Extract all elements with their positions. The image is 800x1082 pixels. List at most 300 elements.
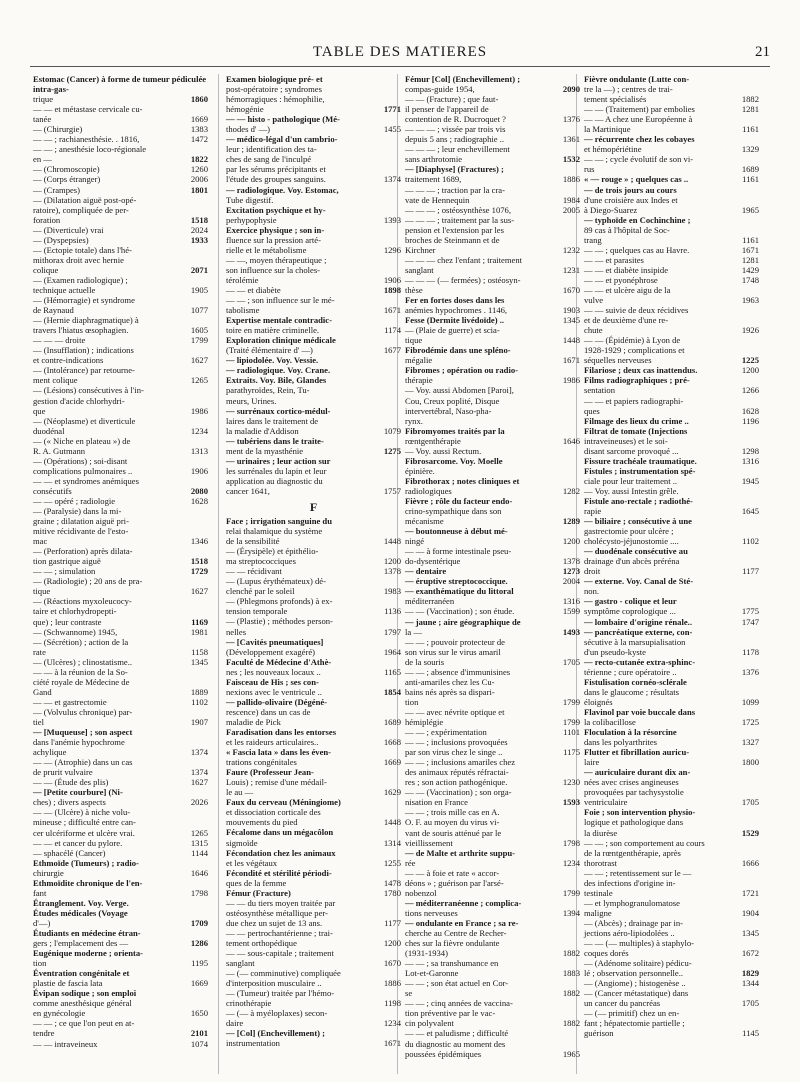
index-entry [33,968,208,978]
index-entry [226,747,401,757]
index-entry [33,235,208,245]
page-reference: 1705 [741,998,759,1009]
index-entry [33,838,208,848]
page-reference: 1455 [383,124,401,135]
page-reference: 1289 [562,516,580,527]
index-entry [33,687,208,697]
entry-text: — (Lésions) consécutives à l'in- [33,385,144,396]
entry-text: — — ; trois mille cas en A. [405,807,500,818]
index-entry [226,807,401,817]
index-entry [584,677,759,687]
entry-text: Étranglement. Voy. Verge. [33,897,129,908]
entry-text: nées avec crises angineuses [584,777,679,788]
index-entry [405,345,580,355]
index-entry [33,295,208,305]
index-entry [584,617,759,627]
page-reference: 1689 [741,164,759,175]
entry-text: Faisceau de His ; ses con- [226,676,319,687]
entry-text: de la rœntgenthérapie, après [584,847,681,858]
entry-text: Tube digestif. [226,194,274,205]
page-reference: 1799 [190,335,208,346]
entry-text: séquelles nerveuses [584,355,652,366]
index-entry [584,908,759,918]
page-reference: 1101 [563,727,580,738]
index-column-4 [584,74,759,1039]
page-title: TABLE DES MATIERES [312,44,488,60]
entry-text: ques de la femme [226,877,287,888]
page-reference: 1286 [190,938,208,949]
index-entry [226,406,401,416]
index-entry [226,1018,401,1028]
entry-text: do-dysentérique [405,556,461,567]
index-entry [405,1028,580,1038]
entry-text: et hémopériétine [584,144,642,155]
index-entry [405,74,580,84]
page-reference: 1234 [190,425,208,436]
index-entry [405,898,580,908]
index-entry [226,416,401,426]
index-entry [405,978,580,988]
entry-text: leur ; identification des ta- [226,144,317,155]
page-reference: 1225 [741,355,759,366]
page-reference: 1671 [383,1038,401,1049]
page-reference: 1670 [383,958,401,969]
page-header [30,44,770,68]
entry-text: — pallido-olivaire (Dégéné- [226,696,328,707]
entry-text: rus [584,164,595,175]
entry-text: ningé [405,536,425,547]
entry-text: comme anesthésique général [33,998,132,1009]
index-entry [405,526,580,536]
index-entry [226,275,401,285]
entry-text: sanglant [226,958,255,969]
entry-text: — Voy. aussi Intestin grêle. [584,485,679,496]
index-entry [405,154,580,164]
index-entry [584,888,759,898]
index-entry [226,576,401,586]
index-entry [33,1028,208,1038]
index-entry [405,828,580,838]
entry-text: cer ulcériforme et ulcère vrai. [33,827,135,838]
entry-text: — — ; son comportement au cours [584,837,705,848]
index-entry [584,576,759,586]
index-entry [33,355,208,365]
entry-text: — Voy. aussi Rectum. [405,445,482,456]
entry-text: — — ; quelques cas au Havre. [584,244,690,255]
entry-text: — — ; son influence sur le mé- [226,295,335,306]
entry-text: bains nés après sa dispari- [405,686,495,697]
index-entry [33,406,208,416]
index-entry [405,566,580,576]
index-entry [405,596,580,606]
page-reference: 1705 [741,797,759,808]
entry-text: — biliaire ; consécutive à une [584,516,692,527]
page-reference: 1079 [383,425,401,436]
entry-text: en gynécologie [33,1008,86,1019]
page-reference: 1161 [742,124,759,135]
entry-text: ment colique [33,375,78,386]
entry-text: et les raideurs articulaires.. [226,737,319,748]
index-entry [33,74,208,94]
index-entry [33,114,208,124]
index-entry [584,637,759,647]
index-entry [405,576,580,586]
index-entry [584,285,759,295]
index-entry [584,265,759,275]
entry-text: — externe. Voy. Canal de Sté- [584,576,694,587]
index-entry [584,154,759,164]
index-entry [33,667,208,677]
index-entry [33,697,208,707]
index-entry [226,74,401,84]
index-entry [405,988,580,998]
page-reference: 1275 [383,445,401,456]
page-reference: 1886 [383,978,401,989]
index-entry [33,305,208,315]
entry-text: Fistules ; instrumentation spé- [584,465,696,476]
index-entry [584,426,759,436]
index-entry [226,195,401,205]
entry-text: — (Radiologie) ; 20 ans de pra- [33,576,143,587]
index-entry [405,767,580,777]
entry-text: « Fascia lata » dans les éven- [226,747,332,758]
index-entry [405,667,580,677]
index-entry [226,737,401,747]
index-entry [33,285,208,295]
index-entry [226,657,401,667]
entry-text: hémiplégie [405,717,444,727]
index-entry [33,817,208,827]
index-entry [405,687,580,697]
page-reference: 1200 [741,365,759,376]
index-entry [405,305,580,315]
index-column-1 [33,74,208,1049]
entry-text: — (Ulcères) ; clinostatisme.. [33,656,133,667]
entry-text: ches) ; divers aspects [33,797,106,808]
entry-text: en — [33,154,52,165]
entry-text: térienne ; cure opératoire .. [584,666,677,677]
index-entry [33,446,208,456]
page-reference: 1646 [562,435,580,446]
entry-text: ratoire), compliquée de per- [33,204,129,215]
entry-text: les surrénales du lapin et leur [226,465,327,476]
entry-text: la colibacillose [584,717,636,727]
index-entry [33,918,208,928]
index-entry [405,285,580,295]
index-entry [33,104,208,114]
entry-text: ment de la myasthénie [226,445,304,456]
entry-text: Fissure trachéale traumatique. [584,455,697,466]
index-entry [405,516,580,526]
entry-text: mégalie [405,355,433,366]
index-entry [405,586,580,596]
page-reference: 1926 [741,325,759,336]
index-entry [226,827,401,837]
index-entry [226,968,401,978]
entry-text: — lipiodolée. Voy. Vessie. [226,355,319,366]
entry-text: — (Plaie de guerre) et scia- [405,325,500,336]
index-entry [33,124,208,134]
index-entry [226,245,401,255]
index-entry [226,958,401,968]
page-reference: 1965 [741,204,759,215]
page-reference: 1904 [741,907,759,918]
index-entry [226,185,401,195]
page-reference: 1677 [383,345,401,356]
entry-text: graine ; dilatation aiguë pri- [33,516,129,527]
entry-text: taire et chlorhydropepti- [33,606,117,617]
index-entry [405,466,580,476]
entry-text: — — du tiers moyen traitée par [226,897,336,908]
index-entry [584,275,759,285]
section-letter: F [309,499,318,514]
index-entry [226,94,401,104]
page-reference: 2101 [190,1028,208,1039]
entry-text: à Diego-Suarez [584,204,638,215]
page-reference: 1260 [190,164,208,175]
page-reference: 1963 [741,295,759,306]
entry-text: travers l'hiatus œsophagien. [33,325,129,336]
entry-text: Fémur (Fracture) [226,887,291,898]
entry-text: due chez un sujet de 13 ans. [226,917,323,928]
entry-text: — — — (— fermées) ; ostéosyn- [405,274,521,285]
entry-text: — (Ectopie totale) dans l'hé- [33,244,132,255]
index-entry [584,375,759,385]
entry-text: — duodénale consécutive au [584,546,688,557]
page-reference: 1799 [562,717,580,727]
index-entry [226,1028,401,1038]
index-entry [226,787,401,797]
entry-text: — [Diaphyse] (Fractures) ; [405,164,504,175]
index-entry [33,596,208,606]
index-entry [584,134,759,144]
page-reference: 1981 [190,626,208,637]
entry-text: — — ; expérimentation [405,727,487,738]
entry-text: Éventration congénitale et [33,968,130,979]
index-entry [405,858,580,868]
entry-text: Lot-et-Garonne [405,968,459,979]
index-entry [33,255,208,265]
index-entry [226,536,401,546]
entry-text: déons » ; guérison par l'arsé- [405,877,504,888]
entry-text: perhypophysie [226,214,277,225]
entry-text: Filmage des lieux du crime .. [584,415,689,426]
entry-text: — [Col] (Enchevillement) ; [226,1028,326,1039]
page-reference: 1669 [383,757,401,768]
page-reference: 1169 [191,616,208,627]
entry-text: thodes d' —) [226,124,271,135]
entry-text: tiel [33,717,44,727]
index-entry [33,707,208,717]
index-entry [405,295,580,305]
index-entry [405,235,580,245]
index-entry [405,727,580,737]
entry-text: — exanthématique du littoral [405,586,514,597]
page-reference: 1265 [190,827,208,838]
entry-text: — — et pyonéphrose [584,274,658,285]
page-reference: 2090 [562,84,580,95]
column-divider [218,74,219,1074]
index-entry [405,164,580,174]
index-entry [584,456,759,466]
entry-text: la — [405,626,422,637]
index-entry [584,918,759,928]
entry-text: — (Insufflation) ; indications [33,345,134,356]
page-reference: 1378 [383,566,401,577]
entry-text: — — ; cinq années de vaccina- [405,998,513,1009]
entry-text: Kirchner [405,244,436,255]
page-reference: 1175 [563,747,580,758]
page-reference: 1898 [383,284,401,295]
index-entry [405,797,580,807]
page-reference: 1266 [741,385,759,396]
entry-text: — — (Ulcère) à niche volu- [33,807,131,818]
page-reference: 1780 [383,887,401,898]
index-entry [226,436,401,446]
page-reference: 1136 [384,606,401,617]
entry-text: — — et parasites [584,254,644,265]
index-entry [584,687,759,697]
index-entry [33,225,208,235]
entry-text: tement orthopédique [226,937,297,948]
entry-text: — — ; anesthésie loco-régionale [33,144,147,155]
index-entry [405,144,580,154]
entry-text: Floculation à la résorcine [584,727,677,738]
entry-text: Films radiographiques ; pré- [584,375,690,386]
index-entry [405,878,580,888]
entry-text: — — — chez l'enfant ; traitement [405,254,523,265]
page-reference: 1316 [562,596,580,607]
index-entry [584,416,759,426]
index-entry [405,355,580,365]
entry-text: nelles [226,626,247,637]
index-entry [33,385,208,395]
entry-text: Fibromes ; opération ou radio- [405,365,518,376]
index-entry [584,606,759,616]
index-entry [33,1008,208,1018]
index-entry [226,998,401,1008]
index-entry [584,104,759,114]
entry-text: dans l'anémie hypochrome [33,737,125,748]
entry-text: logique et pathologique dans [584,817,684,828]
index-entry [405,777,580,787]
page-reference: 1983 [383,586,401,597]
index-entry [226,546,401,556]
entry-text: — —, moyen thérapeutique ; [226,254,327,265]
entry-text: symptôme coprologique ... [584,606,676,617]
entry-text: — (Plastie) ; méthodes person- [226,616,333,627]
entry-text: trique [33,94,54,105]
index-entry [226,295,401,305]
page-reference: 1883 [562,968,580,979]
index-entry [405,787,580,797]
page-reference: 1102 [191,696,208,707]
entry-text: Eugénique moderne ; orienta- [33,948,144,959]
index-entry [584,365,759,375]
entry-text: d'un pseudo-kyste [584,646,646,657]
entry-text: sigmoïde [226,837,258,848]
entry-text: — (Dilatation aiguë post-opé- [33,194,137,205]
index-entry [226,908,401,918]
index-entry [226,697,401,707]
entry-text: Filtrat de tomate (Injections [584,425,688,436]
entry-text: Fesse (Dermite livédoïde) .. [405,315,505,326]
entry-text: — lombaire d'origine rénale.. [584,616,692,627]
entry-text: son influence sur la choles- [226,264,321,275]
entry-text: le au — [226,787,254,798]
index-entry [226,1008,401,1018]
entry-text: — — histo - pathologique (Mé- [226,114,340,125]
page-reference: 1177 [384,917,401,928]
index-entry [33,215,208,225]
index-entry [584,978,759,988]
entry-text: tendre [33,1028,55,1039]
entry-text: Fécalome dans un mégacôlon [226,827,334,838]
index-entry [33,526,208,536]
page-reference: 1374 [383,174,401,185]
entry-text: — — (Atrophie) dans un cas [33,757,133,768]
entry-text: mithorax droit avec hernie [33,254,124,265]
entry-text: cherche au Centre de Recher- [405,927,507,938]
index-entry [584,657,759,667]
index-entry [226,134,401,144]
entry-text: mouvements du pied [226,817,298,828]
entry-text: Expertise mentale contradic- [226,315,332,326]
entry-text: — (Hémorragie) et syndrome [33,295,135,306]
index-entry [226,797,401,807]
entry-text: Face ; irrigation sanguine du [226,516,332,527]
index-entry [584,355,759,365]
entry-text: épinière. [405,465,435,476]
entry-text: complications pulmonaires .. [33,465,133,476]
entry-text: — — et métastase cervicale cu- [33,104,143,115]
index-entry [226,355,401,365]
index-entry [33,998,208,1008]
index-entry [584,496,759,506]
entry-text: traitement 1689, [405,174,462,185]
page-reference: 1671 [383,305,401,316]
page-reference: 1231 [562,264,580,275]
index-entry [405,1018,580,1028]
page-reference: 1198 [384,998,401,1009]
entry-text: — (Opérations) ; soi-disant [33,455,128,466]
page-reference: 1627 [190,586,208,597]
entry-text: — gastro - colique et leur [584,596,677,607]
entry-text: non. [584,586,600,597]
page-reference: 1725 [741,717,759,727]
page-reference: 1200 [383,937,401,948]
index-entry [226,104,401,114]
entry-text: térolémie [226,274,259,285]
index-entry [584,697,759,707]
index-entry [226,205,401,215]
index-entry [405,677,580,687]
index-entry [226,878,401,888]
entry-text: trations congénitales [226,757,297,768]
entry-text: — — et paludisme ; difficulté [405,1028,509,1039]
page-reference: 1797 [383,626,401,637]
entry-text: se [405,988,413,999]
page-reference: 1361 [562,134,580,145]
entry-text: la diurèse [584,827,618,838]
index-entry [405,908,580,918]
page-reference: 1161 [742,234,759,245]
page-reference: 1933 [190,234,208,245]
index-entry [405,958,580,968]
index-entry [405,245,580,255]
entry-text: tension temporale [226,606,288,617]
entry-text: laire [584,757,600,768]
